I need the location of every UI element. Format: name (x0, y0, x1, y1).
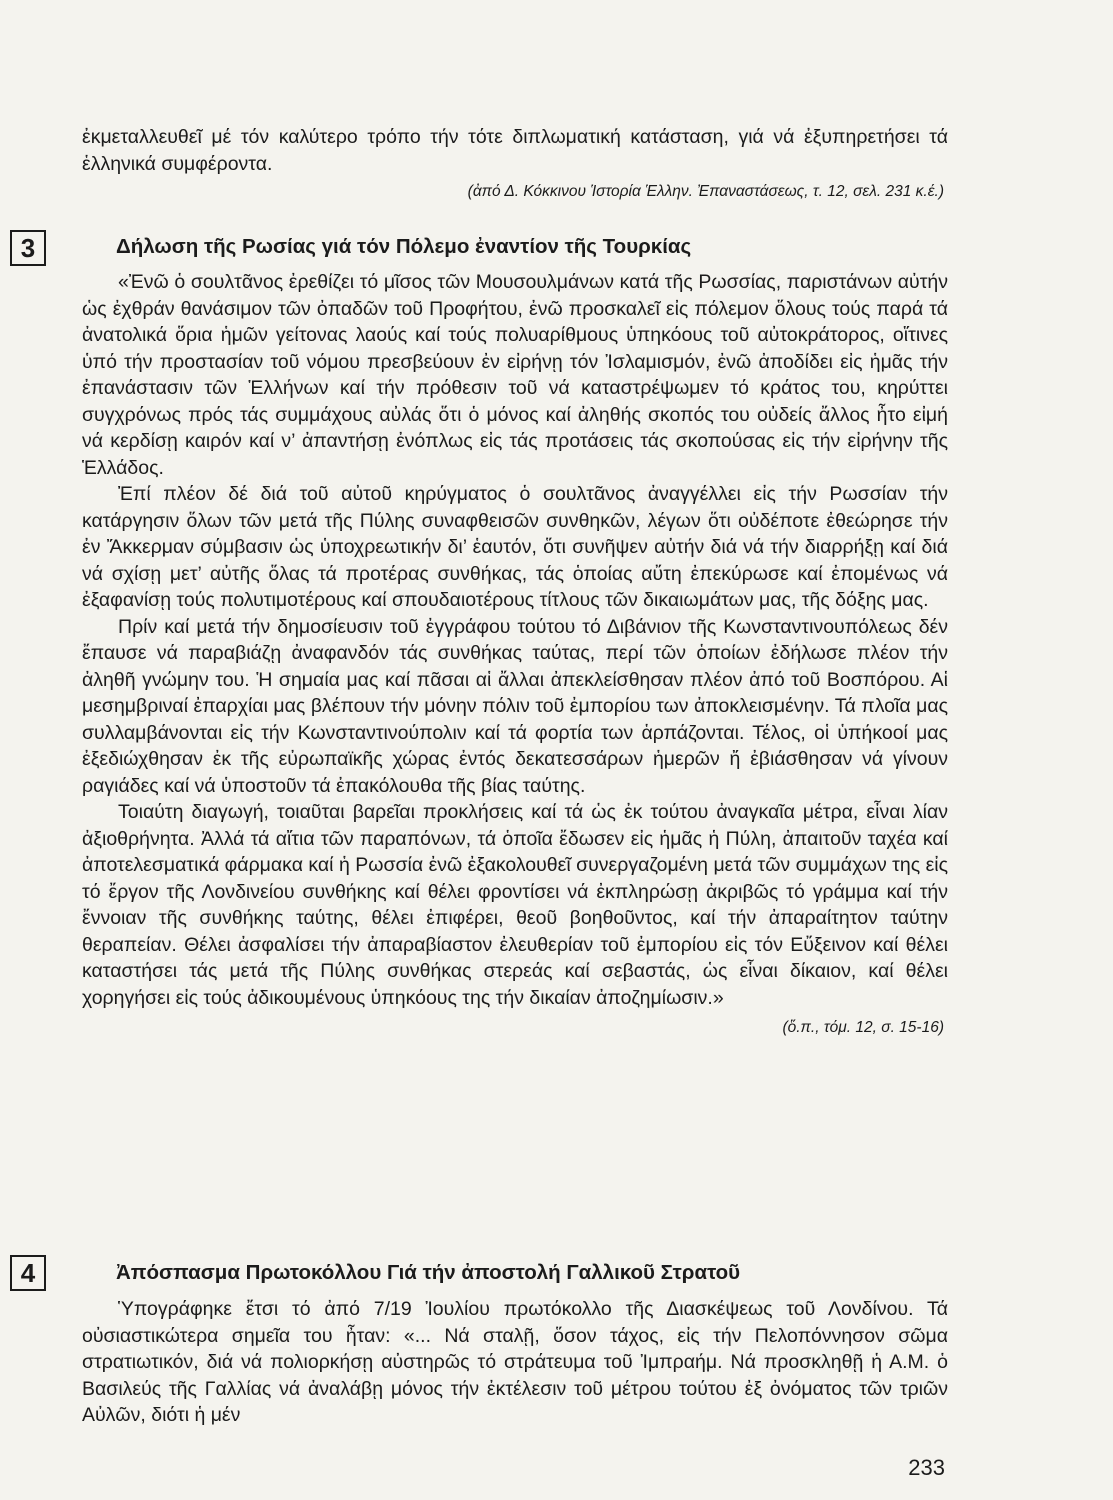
intro-paragraph: ἐκμεταλλευθεῖ μέ τόν καλύτερο τρόπο τήν τότε διπλωματική κατάσταση, γιά νά ἐξυπηρετήσει τά ἑλληνικά συμφέροντα. (82, 126, 948, 175)
section-3-paragraph: Τοιαύτη διαγωγή, τοιαῦται βαρεῖαι προκλήσεις καί τά ὡς ἐκ τούτου ἀναγκαῖα μέτρα, εἶναι λίαν ἀξιοθρήνητα. Ἀλλά τά αἴτια τῶν παραπόνων, τά ὁποῖα ἔδωσεν εἰς ἡμᾶς ἡ Πύλη, ἀπαιτοῦν ταχέα καί ἀποτελεσματικά φάρμακα καί ἡ Ρωσσία ἐνῶ ἐξακολουθεῖ συνεργαζομένη μετά τῶν συμμάχων της εἰς τό ἔργον τῆς Λονδινείου συνθήκης καί θέλει φροντίσει νά ἐκπληρώσῃ ἀκριβῶς τό γράμμα καί τήν ἔννοιαν τῆς συνθήκης ταύτης, θέλει ἐπιφέρει, θεοῦ βοηθοῦντος, καί τήν ἀπαραίτητον ταύτην θεραπείαν. Θέλει ἀσφαλίσει τήν ἀπαραβίαστον ἐλευθερίαν τοῦ ἐμπορίου εἰς τόν Εὔξεινον καί θέλει καταστήσει τάς μετά τῆς Πύλης συνθήκας στερεάς καί σεβαστάς, ὡς εἶναι δίκαιον, καί θέλει χορηγήσει εἰς τούς ἀδικουμένους ὑπηκόους της τήν δικαίαν ἀποζημίωσιν.» (82, 801, 948, 1009)
intro-citation: (ἀπό Δ. Κόκκινου Ἱστορία Ἑλλην. Ἐπαναστάσεως, τ. 12, σελ. 231 κ.έ.) (467, 183, 944, 200)
section-4-title: Ἀπόσπασμα Πρωτοκόλλου Γιά τήν ἀποστολή Γαλλικοῦ Στρατοῦ (116, 1261, 741, 1284)
section-3-title: Δήλωση τῆς Ρωσίας γιά τόν Πόλεμο ἐναντίον τῆς Τουρκίας (116, 235, 692, 258)
intro-block (82, 124, 948, 203)
section-4 (82, 1260, 948, 1429)
section-4-paragraph: Ὑπογράφηκε ἔτσι τό ἀπό 7/19 Ἰουλίου πρωτόκολλο τῆς Διασκέψεως τοῦ Λονδίνου. Τά οὐσιαστικώτερα σημεῖα του ἦταν: «... Νά σταλῇ, ὅσον τάχος, εἰς τήν Πελοπόννησον σῶμα στρατιωτικόν, διά νά πολιορκήσῃ αὐστηρῶς τό στράτευμα τοῦ Ἰμπραήμ. Νά προσκληθῇ ἡ Α.Μ. ὁ Βασιλεύς τῆς Γαλλίας νά ἀναλάβῃ μόνος τήν ἐκτέλεσιν τοῦ μέτρου τούτου ἐξ ὀνόματος τῶν τριῶν Αὐλῶν, διότι ἡ μέν (82, 1298, 948, 1426)
section-3-paragraph: Ἐπί πλέον δέ διά τοῦ αὐτοῦ κηρύγματος ὁ σουλτᾶνος ἀναγγέλλει εἰς τήν Ρωσσίαν τήν κατάργησιν ὅλων τῶν μετά τῆς Πύλης συναφθεισῶν συνθηκῶν, λέγων ὅτι οὐδέποτε ἐθεώρησε τήν ἐν Ἄκκερμαν σύμβασιν ὡς ὑποχρεωτικήν δι’ ἑαυτόν, ὅτι συνῆψεν αὐτήν διά νά τήν διαρρήξῃ καί διά νά σχίσῃ μετ’ αὐτῆς ὅλας τά προτέρας συνθήκας, τάς ὁποίας αὔτη ἐπεκύρωσε καί ἐπομένως νά ἐξαφανίσῃ τούς πολυτιμοτέρους καί σπουδαιοτέρους τίτλους τῶν δικαιωμάτων μας, τῆς δόξης μας. (82, 483, 948, 611)
section-3-paragraph: «Ἐνῶ ὁ σουλτᾶνος ἐρεθίζει τό μῖσος τῶν Μουσουλμάνων κατά τῆς Ρωσσίας, παριστάνων αὐτήν ὡς ἐχθράν θανάσιμον τῶν ὀπαδῶν τοῦ Προφήτου, ἐνῶ προσκαλεῖ εἰς πόλεμον ὅλους τούς παρά τά ἀνατολικά ὅρια ἡμῶν γείτονας λαούς καί τούς πολυαρίθμους ὑπηκόους τοῦ αὐτοκράτορος, οἵτινες ὑπό τήν προστασίαν τοῦ νόμου πρεσβεύουν ἐν εἰρήνῃ τόν Ἰσλαμισμόν, ἐνῶ ἀποδίδει εἰς ἡμᾶς τήν ἐπανάστασιν τῶν Ἑλλήνων καί τήν πρόθεσιν τοῦ νά καταστρέψωμεν τό κράτος του, κηρύττει συγχρόνως πρός τάς συμμάχους αὐλάς ὅτι ὁ μόνος καί ἀληθής σκοπός του οὐδείς ἄλλος ἦτο εἰμή νά κερδίσῃ καιρόν καί ν’ ἀπαντήσῃ ἐνόπλως εἰς τάς προτάσεις τάς σκοπούσας εἰς τήν εἰρήνην τῆς Ἑλλάδος. (82, 271, 948, 479)
section-3-citation: (ὅ.π., τόμ. 12, σ. 15-16) (782, 1019, 944, 1036)
section-number-4: 4 (10, 1255, 46, 1291)
section-3-paragraph: Πρίν καί μετά τήν δημοσίευσιν τοῦ ἐγγράφου τούτου τό Διβάνιον τῆς Κωνσταντινουπόλεως δέν ἔπαυσε νά παραβιάζῃ ἀναφανδόν τάς συνθήκας ταύτας, περί τῶν ὁποίων ἐδήλωσε πλέον τήν ἀληθῆ γνώμην του. Ἡ σημαία μας καί πᾶσαι αἱ ἄλλαι ἀπεκλείσθησαν πλέον ἀπό τοῦ Βοσπόρου. Αἱ μεσημβριναί ἐπαρχίαι μας βλέπουν τήν μόνην πόλιν τοῦ ἐμπορίου των ἀποκλεισμένην. Τά πλοῖα μας συλλαμβάνονται εἰς τήν Κωνσταντινούπολιν καί τά φορτία των ἁρπάζονται. Τέλος, οἱ ὑπήκοοί μας ἐξεδιώχθησαν ἐκ τῆς εὐρωπαϊκῆς χώρας ἐντός δεκατεσσάρων ἡμερῶν ἤ ἐβιάσθησαν νά γίνουν ραγιάδες καί νά ὑποστοῦν τά ἐπακόλουθα τῆς βίας ταύτης. (82, 615, 948, 797)
section-3-body (82, 269, 948, 1011)
page-number: 233 (908, 1455, 945, 1480)
section-number-3: 3 (10, 230, 46, 266)
section-4-body (82, 1296, 948, 1429)
section-3 (82, 234, 948, 1039)
